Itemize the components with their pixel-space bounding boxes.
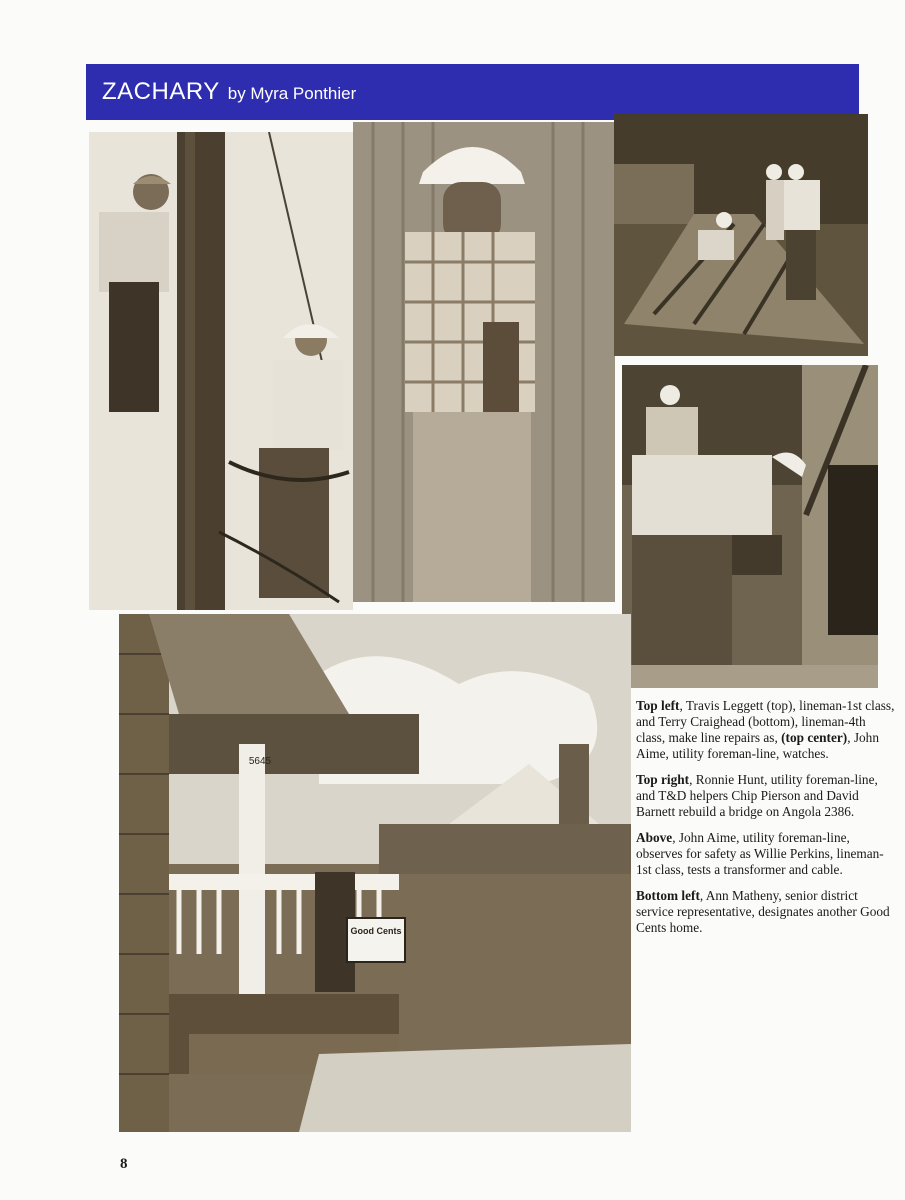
photo-top-left (89, 132, 353, 610)
caption-top-left (636, 698, 898, 762)
caption-top-right (636, 772, 898, 820)
caption-lead: Bottom left (636, 888, 700, 903)
photo-above (622, 365, 878, 688)
caption-text: , John Aime, utility foreman-line, observes for safety as Willie Perkins, lineman-1st class, tests a transformer and cable. (636, 830, 884, 877)
sign-text: Good Cents (350, 926, 402, 936)
caption-text: , John Aime, utility foreman-line, watches. (636, 730, 879, 761)
section-title: ZACHARY (102, 78, 220, 105)
caption-lead: Top right (636, 772, 690, 787)
header-bar (86, 64, 859, 120)
byline: by Myra Ponthier (227, 83, 357, 103)
caption-lead: Top left (636, 698, 680, 713)
photo-top-right (614, 114, 868, 356)
caption-above (636, 830, 898, 878)
caption-lead: (top center) (781, 730, 848, 745)
photo-bottom-left (119, 614, 631, 1132)
photo-top-center (353, 122, 615, 602)
photo-captions (636, 698, 898, 946)
caption-text: , Travis Leggett (top), lineman-1st class, and Terry Craighead (bottom), lineman-4th class, make line repairs as, (636, 698, 895, 745)
caption-lead: Above (636, 830, 673, 845)
caption-text: , Ann Matheny, senior district service representative, designates another Good Cents home. (636, 888, 890, 935)
page-number: 8 (120, 1156, 128, 1172)
caption-text: , Ronnie Hunt, utility foreman-line, and T&D helpers Chip Pierson and David Barnett rebuild a bridge on Angola 2386. (636, 772, 878, 819)
house-number: 5645 (248, 756, 272, 767)
caption-bottom-left (636, 888, 898, 936)
